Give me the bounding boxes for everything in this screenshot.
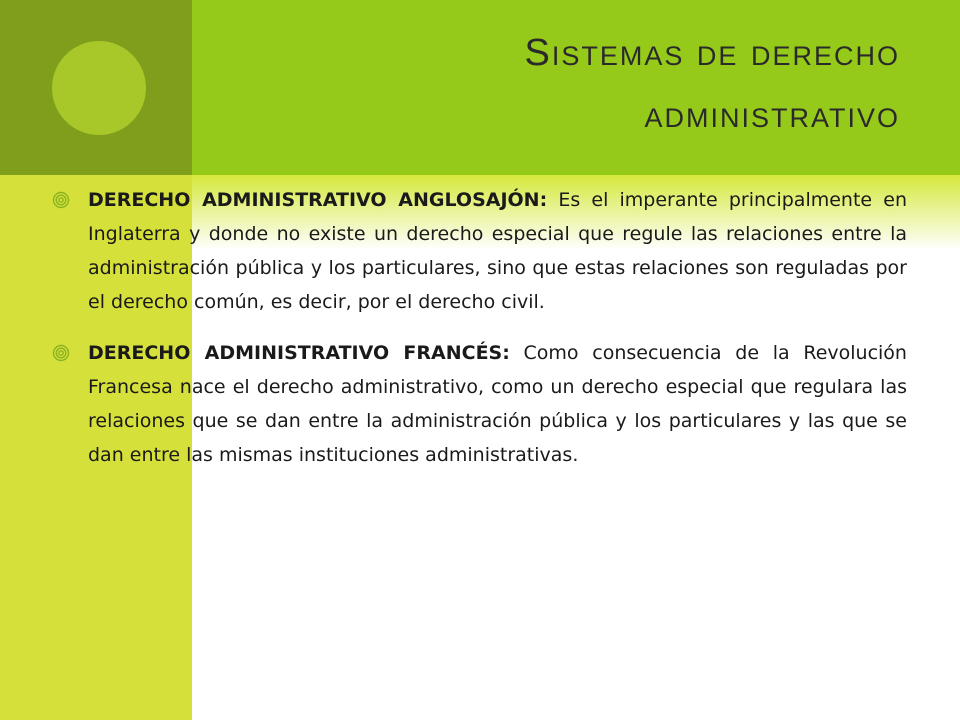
bullet-item-frances <box>52 336 907 472</box>
decorative-circle <box>52 41 146 135</box>
bullet-heading: DERECHO ADMINISTRATIVO FRANCÉS: <box>88 342 510 364</box>
bullet-text: Es el imperante principalmente en Inglaterra y donde no existe un derecho especial que regule las relaciones entre la administración pública y los particulares, sino que estas relaciones son reguladas por el derecho común, es decir, por el derecho civil. <box>88 189 907 313</box>
slide-title: Sistemas de derecho administrativo <box>524 32 900 136</box>
bullet-icon <box>52 191 70 209</box>
slide-content <box>52 183 907 472</box>
bullet-text: Como consecuencia de la Revolución Francesa nace el derecho administrativo, como un derecho especial que regulara las relaciones que se dan entre la administración pública y los particulares y las que se dan entre las mismas instituciones administrativas. <box>88 342 907 466</box>
bullet-item-anglosajon <box>52 183 907 319</box>
bullet-heading: DERECHO ADMINISTRATIVO ANGLOSAJÓN: <box>88 189 548 211</box>
bullet-icon <box>52 344 70 362</box>
